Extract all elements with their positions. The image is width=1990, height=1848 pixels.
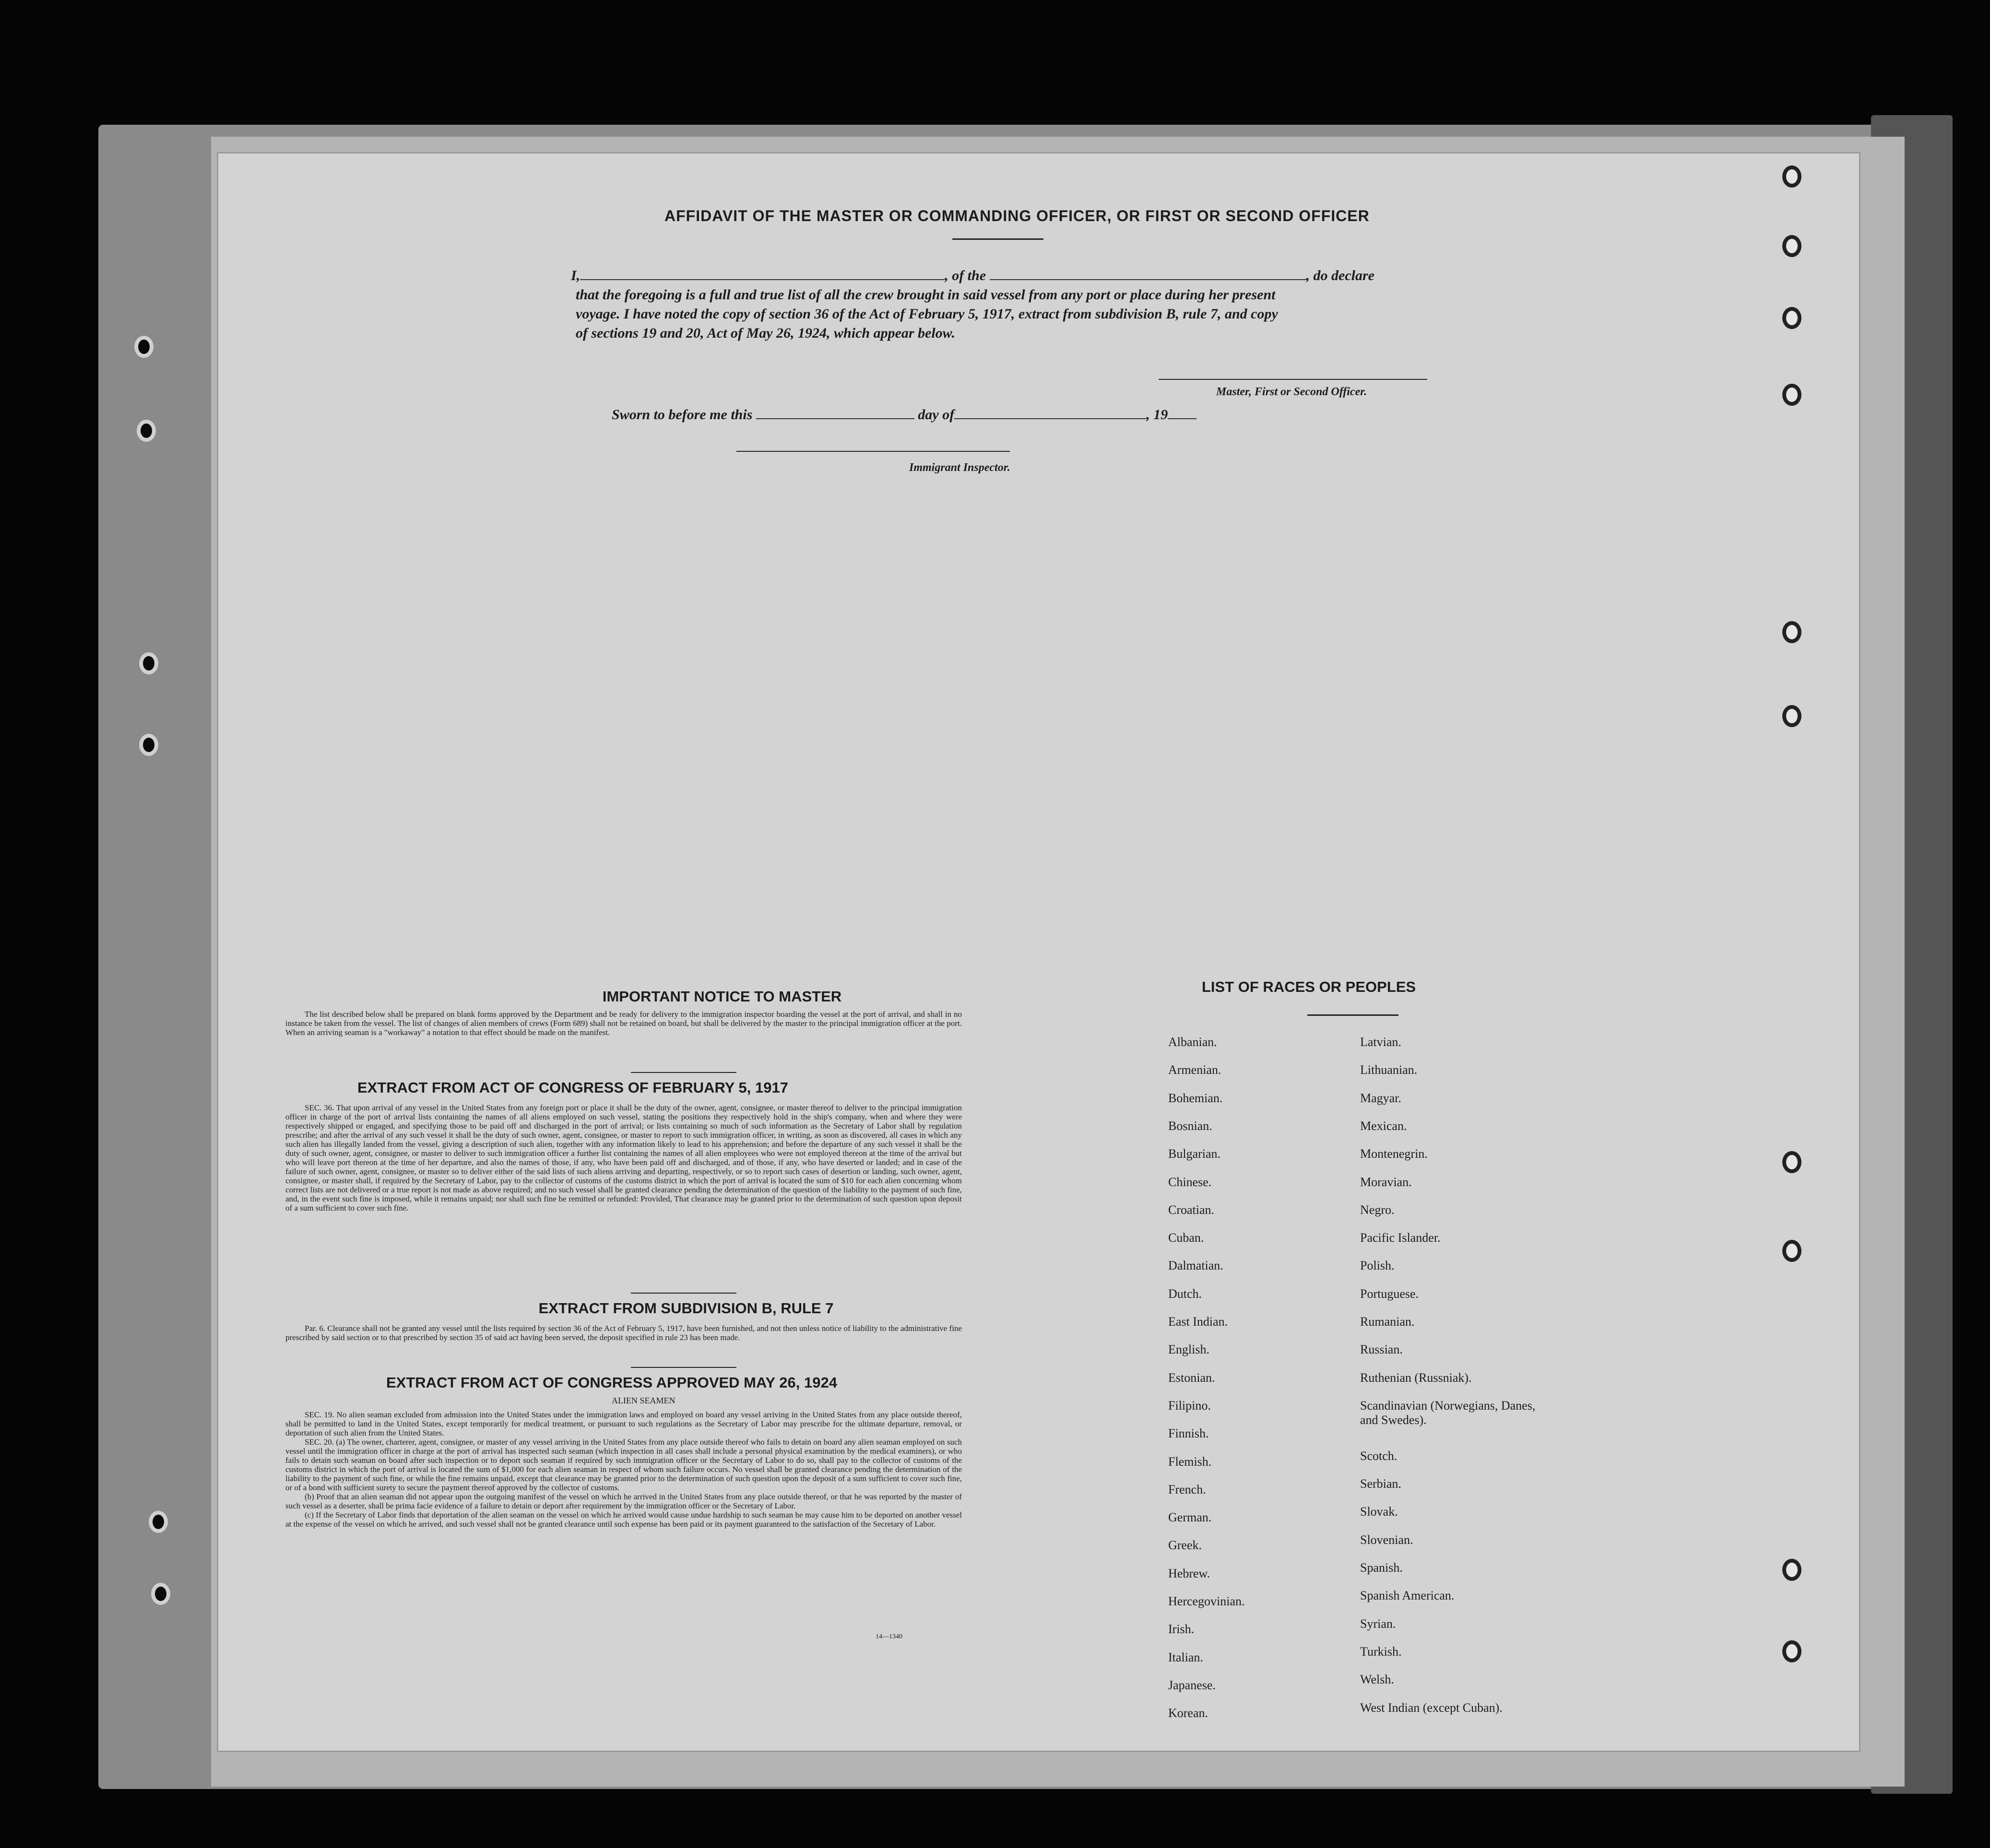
notice-title: IMPORTANT NOTICE TO MASTER <box>602 988 842 1005</box>
page-hole <box>1782 165 1801 188</box>
sworn-prefix: Sworn to before me this <box>612 407 753 423</box>
race-item: Flemish. <box>1168 1454 1212 1469</box>
race-item: Finnish. <box>1168 1426 1209 1441</box>
race-item: Slovak. <box>1360 1505 1398 1519</box>
race-item: East Indian. <box>1168 1315 1228 1329</box>
page-hole <box>1782 1151 1801 1173</box>
race-item: Chinese. <box>1168 1175 1212 1189</box>
title-underline <box>952 238 1043 240</box>
race-item: Turkish. <box>1360 1644 1402 1659</box>
page-hole <box>1782 1640 1801 1662</box>
race-item: Dalmatian. <box>1168 1259 1223 1273</box>
day-of-label: day of <box>918 407 955 423</box>
race-item: Dutch. <box>1168 1286 1202 1301</box>
race-item: French. <box>1168 1482 1206 1496</box>
race-item: Albanian. <box>1168 1035 1217 1049</box>
race-item: Polish. <box>1360 1259 1395 1273</box>
binder-hole <box>139 652 158 674</box>
binder-hole <box>137 420 156 442</box>
race-item: Ruthenian (Russniak). <box>1360 1370 1472 1385</box>
races-title-underline <box>1307 1014 1398 1016</box>
race-item: Bohemian. <box>1168 1091 1223 1105</box>
extract-1924-title: EXTRACT FROM ACT OF CONGRESS APPROVED MAY 26, 1924 <box>386 1374 837 1391</box>
race-item: Japanese. <box>1168 1678 1216 1692</box>
declaration-line-4: of sections 19 and 20, Act of May 26, 1924, which appear below. <box>576 325 956 341</box>
form-number: 14—1340 <box>876 1633 902 1640</box>
inspector-label: Immigrant Inspector. <box>909 461 1010 474</box>
declaration-line-2: that the foregoing is a full and true list of all the crew brought in said vessel from any port or place during her present <box>576 287 1276 303</box>
race-item: Negro. <box>1360 1202 1395 1217</box>
race-item: Syrian. <box>1360 1616 1396 1631</box>
extract-rule7-body: Par. 6. Clearance shall not be granted any vessel until the lists required by section 36 of the Act of February 5, 1917, have been furnished, and not then unless notice of liability to the administrative fine prescribed by said section or to that prescribed by section 35 of said act having been served, the deposit specified in rule 23 has been made. <box>285 1324 962 1342</box>
race-item: Korean. <box>1168 1706 1208 1720</box>
page-hole <box>1782 1240 1801 1262</box>
notice-body: The list described below shall be prepared on blank forms approved by the Department and be ready for delivery to the immigration inspector boarding the vessel at the port of arrival, and shall in no instance be taken from the vessel. The list of changes of alien members of crews (Form 689) shall not be retained on board, but shall be delivered by the master to the principal immigration officer at the port. When an arriving seaman is a "workaway" a notation to that effect should be made on the manifest. <box>285 1010 962 1037</box>
sworn-year-blank[interactable] <box>1168 418 1196 419</box>
race-item: Italian. <box>1168 1650 1203 1664</box>
page-hole <box>1782 705 1801 727</box>
race-item: Moravian. <box>1360 1175 1412 1189</box>
race-item: Croatian. <box>1168 1202 1215 1217</box>
race-item: Bulgarian. <box>1168 1147 1221 1161</box>
races-title: LIST OF RACES OR PEOPLES <box>1202 978 1416 995</box>
race-item: Scandinavian (Norwegians, Danes, and Swedes). <box>1360 1398 1536 1427</box>
race-item: Greek. <box>1168 1538 1202 1553</box>
race-item: English. <box>1168 1342 1209 1357</box>
inspector-signature-line[interactable] <box>736 451 1010 452</box>
binder-hole <box>149 1511 168 1533</box>
race-item: Estonian. <box>1168 1370 1215 1385</box>
affidavit-title: AFFIDAVIT OF THE MASTER OR COMMANDING OFFICER, OR FIRST OR SECOND OFFICER <box>664 207 1370 224</box>
extract-1917-body: SEC. 36. That upon arrival of any vessel in the United States from any foreign port or place it shall be the duty of the owner, agent, consignee, or master thereof to deliver to the principal immigration officer in charge of the port of arrival lists containing the names of all aliens employed on such vessel, stating the positions they respectively hold in the ship's company, when and where they were respectively shipped or engaged, and specifying those to be paid off and discharged in the port of arrival; or lists containing so much of such information as the Secretary of Labor shall by regulation prescribe; and after the arrival of any such vessel it shall be the duty of such owner, agent, consignee, or master to report to such immigration officer, in writing, as soon as discovered, all cases in which any such alien has illegally landed from the vessel, giving a description of such alien, together with any information likely to lead to his apprehension; and before the departure of any such vessel it shall be the duty of such owner, agent, consignee, or master to deliver to such immigration officer a further list containing the names of all alien employees who were not employed thereon at the time of the arrival but who will leave port thereon at the time of her departure, and also the names of those, if any, who have been paid off and discharged, and of those, if any, who have deserted or landed; and in case of the failure of such owner, agent, consignee, or master so to deliver either of the said lists of such aliens arriving and departing, respectively, or so to report such cases of desertion or landing, such owner, agent, consignee, or master shall, if required by the Secretary of Labor, pay to the collector of customs of the customs district in which the port of arrival is located the sum of $10 for each alien concerning whom correct lists are not delivered or a true report is not made as above required; and no such vessel shall be granted clearance pending the determination of the question of the liability to the payment of such fine, and, in the event such fine is imposed, while it remains unpaid; nor shall such fine be remitted or refunded: Provided, That clearance may be granted prior to the determination of such question upon deposit of a sum sufficient to cover such fine. <box>285 1103 962 1212</box>
sworn-statement <box>612 405 1196 424</box>
race-item: Armenian. <box>1168 1063 1221 1077</box>
page-hole <box>1782 621 1801 643</box>
race-item: Montenegrin. <box>1360 1147 1428 1161</box>
year-label: , 19 <box>1146 407 1168 423</box>
page-hole <box>1782 384 1801 406</box>
sec20a-paragraph: SEC. 20. (a) The owner, charterer, agent, consignee, or master of any vessel arriving in the United States from any place outside thereof who fails to detain on board any alien seaman employed on such vessel until the immigration officer in charge at the port of arrival has inspected such seaman (which inspection in all cases shall include a personal physical examination by the medical examiners), or who fails to detain such seaman on board after such inspection or to deport such seaman if required by such immigration officer or the Secretary of Labor to do so, shall pay to the collector of customs of the customs district in which the port of arrival is located the sum of $1,000 for each alien seaman in respect of whom such failure occurs. No vessel shall be granted clearance pending the determination of the liability to the payment of such fine, or while the fine remains unpaid, except that clearance may be granted prior to the determination of such question upon the deposit of a sum sufficient to cover such fine, or of a bond with sufficient surety to secure the payment thereof approved by the collector of customs. <box>285 1437 962 1492</box>
affidavit-page <box>218 153 1859 1751</box>
master-signature-label: Master, First or Second Officer. <box>1216 386 1367 398</box>
race-item: Welsh. <box>1360 1672 1394 1687</box>
binder-hole <box>134 336 154 358</box>
race-item: Latvian. <box>1360 1035 1401 1049</box>
binder-hole <box>139 734 158 756</box>
race-item: Hercegovinian. <box>1168 1594 1245 1608</box>
extract-1924-subtitle: ALIEN SEAMEN <box>612 1396 675 1405</box>
section-divider <box>631 1072 736 1073</box>
race-item: West Indian (except Cuban). <box>1360 1700 1503 1715</box>
declarant-label: I, <box>571 268 580 283</box>
race-item: Magyar. <box>1360 1091 1401 1105</box>
race-item: Hebrew. <box>1168 1566 1210 1580</box>
sec19-paragraph: SEC. 19. No alien seaman excluded from admission into the United States under the immigration laws and employed on board any vessel arriving in the United States from any place outside thereof, shall be permitted to land in the United States, except temporarily for medical treatment, or pursuant to such regulations as the Secretary of Labor may prescribe for the ultimate departure, removal, or deportation of such alien from the United States. <box>285 1410 962 1437</box>
race-item: Lithuanian. <box>1360 1063 1418 1077</box>
race-item: Filipino. <box>1168 1398 1211 1412</box>
section-divider <box>631 1293 736 1294</box>
race-item: Mexican. <box>1360 1118 1407 1133</box>
race-item: Spanish American. <box>1360 1589 1455 1603</box>
race-item: Irish. <box>1168 1622 1195 1636</box>
extract-1917-title: EXTRACT FROM ACT OF CONGRESS OF FEBRUARY 5, 1917 <box>357 1079 788 1096</box>
race-item: Slovenian. <box>1360 1532 1413 1547</box>
page-hole <box>1782 235 1801 257</box>
race-item: German. <box>1168 1510 1212 1525</box>
race-item: Pacific Islander. <box>1360 1231 1441 1245</box>
do-declare-label: , do declare <box>1306 268 1374 283</box>
race-item: Serbian. <box>1360 1477 1401 1491</box>
binder-hole <box>151 1583 170 1605</box>
race-item: Cuban. <box>1168 1231 1204 1245</box>
race-item: Rumanian. <box>1360 1315 1415 1329</box>
race-item: Russian. <box>1360 1342 1403 1357</box>
page-hole <box>1782 1559 1801 1581</box>
sec20c-paragraph: (c) If the Secretary of Labor finds that deportation of the alien seaman on the vessel on which he arrived would cause undue hardship to such seaman he may cause him to be deported on another vessel at the expense of the vessel on which he arrived, and such vessel shall not be granted clearance until such expense has been paid or its payment guaranteed to the satisfaction of the Secretary of Labor. <box>285 1510 962 1529</box>
declaration-line-3: voyage. I have noted the copy of section 36 of the Act of February 5, 1917, extract from subdivision B, rule 7, and copy <box>576 306 1278 322</box>
page-hole <box>1782 307 1801 329</box>
extract-rule7-title: EXTRACT FROM SUBDIVISION B, RULE 7 <box>538 1300 834 1317</box>
of-the-label: , of the <box>945 268 986 283</box>
race-item: Portuguese. <box>1360 1286 1419 1301</box>
master-signature-line[interactable] <box>1159 379 1427 380</box>
extract-1924-body <box>285 1410 962 1529</box>
sec20b-paragraph: (b) Proof that an alien seaman did not appear upon the outgoing manifest of the vessel on which he arrived in the United States from any place outside thereof, or that he was reported by the master of such vessel as a deserter, shall be prima facie evidence of a failure to detain or deport after requirement by the immigration officer or the Secretary of Labor. <box>285 1492 962 1510</box>
sworn-month-blank[interactable] <box>954 418 1146 419</box>
declarant-name-blank[interactable] <box>580 279 945 280</box>
race-item: Scotch. <box>1360 1448 1398 1463</box>
race-item: Spanish. <box>1360 1561 1403 1575</box>
vessel-name-blank[interactable] <box>990 279 1306 280</box>
affidavit-declaration <box>571 266 1703 343</box>
sworn-day-blank[interactable] <box>756 418 914 419</box>
race-item: Bosnian. <box>1168 1118 1212 1133</box>
section-divider <box>631 1367 736 1368</box>
